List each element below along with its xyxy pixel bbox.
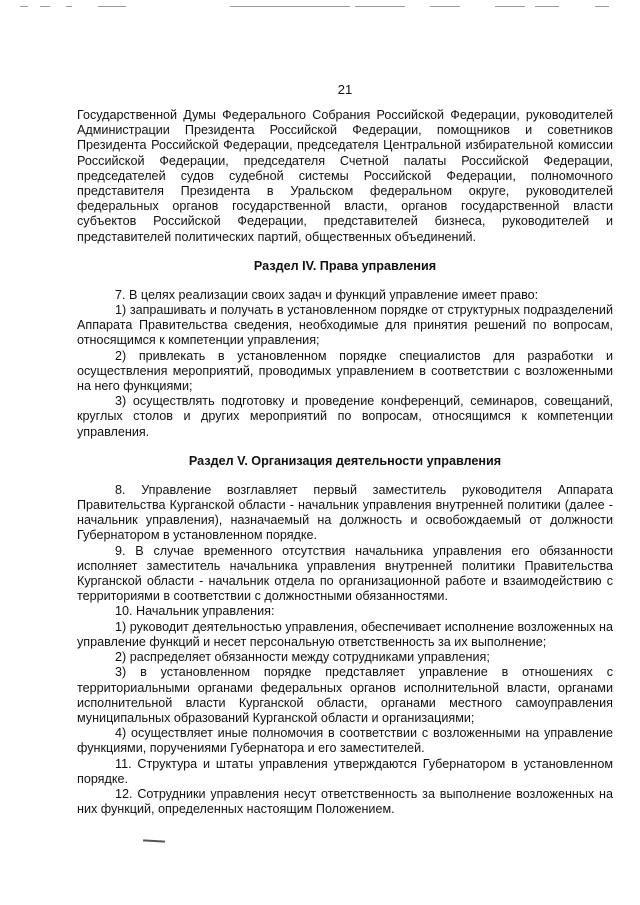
section-5-paragraph: 12. Сотрудники управления несут ответственность за выполнение возложенных на них функций, определенных настоящим Положением. (77, 786, 613, 817)
section-4-title: Раздел IV. Права управления (253, 258, 437, 273)
section-5-paragraph: 1) руководит деятельностью управления, обеспечивает исполнение возложенных на управление функций и несет персональную ответственность за их выполнение; (77, 619, 613, 649)
section-5-paragraph: 2) распределяет обязанности между сотрудниками управления; (115, 650, 490, 665)
section-4-paragraph: 1) запрашивать и получать в установленном порядке от структурных подразделений Аппарата Правительства сведения, необходимые для принятия решений по вопросам, относящимся к компетенции управления; (77, 303, 613, 348)
section-4-paragraph: 7. В целях реализации своих задач и функций управление имеет право: (115, 287, 539, 302)
section-5-paragraph: 9. В случае временного отсутствия начальника управления его обязанности исполняет заместитель начальника управления внутренней политики Правительства Курганской области - начальник отдела по организационной работе и взаимодействию с территориями в соответствии с должностными обязанностями. (77, 543, 613, 604)
section-5-paragraph: 11. Структура и штаты управления утверждаются Губернатором в установленном порядке. (77, 756, 613, 786)
opening-paragraph: Государственной Думы Федерального Собрания Российской Федерации, руководителей Администрации Президента Российской Федерации, помощников и советников Президента Российской Федерации, председателя Центральной избирательной комиссии Российской Федерации, председателя Счетной палаты Российской Федерации, председателей судов судебной системы Российской Федерации, полномочного представителя Президента в Уральском федеральном округе, руководителей федеральных органов государственной власти, органов государственной власти субъектов Российской Федерации, представителей бизнеса, руководителей и представителей политических партий, общественных объединений. (77, 108, 613, 244)
scan-artifact-mark (143, 839, 165, 842)
section-4-paragraph: 2) привлекать в установленном порядке специалистов для разработки и осуществления мероприятий, проводимых управлением в соответствии с возложенными на него функциями; (77, 348, 613, 394)
scan-artifact-top (20, 6, 620, 8)
section-5-paragraph: 10. Начальник управления: (115, 604, 275, 619)
section-5-paragraph: 8. Управление возглавляет первый заместитель руководителя Аппарата Правительства Курганской области - начальник управления внутренней политики (далее - начальник управления), назначаемый на должность и освобождаемый от должности Губернатором в установленном порядке. (77, 482, 613, 543)
section-5-paragraph: 4) осуществляет иные полномочия в соответствии с возложенными на управление функциями, поручениями Губернатора и его заместителей. (77, 726, 613, 756)
page-number: 21 (337, 82, 353, 97)
section-5-paragraph: 3) в установленном порядке представляет управление в отношениях с территориальными органами федеральных органов исполнительной власти, органами исполнительной власти Курганской области, органами местного самоуправления муниципальных образований Курганской области и организациями; (77, 665, 613, 725)
section-5-title: Раздел V. Организация деятельности управления (188, 453, 502, 468)
document-page (77, 82, 613, 817)
section-4-paragraph: 3) осуществлять подготовку и проведение конференций, семинаров, совещаний, круглых столов и других мероприятий по вопросам, относящимся к компетенции управления. (77, 394, 613, 439)
